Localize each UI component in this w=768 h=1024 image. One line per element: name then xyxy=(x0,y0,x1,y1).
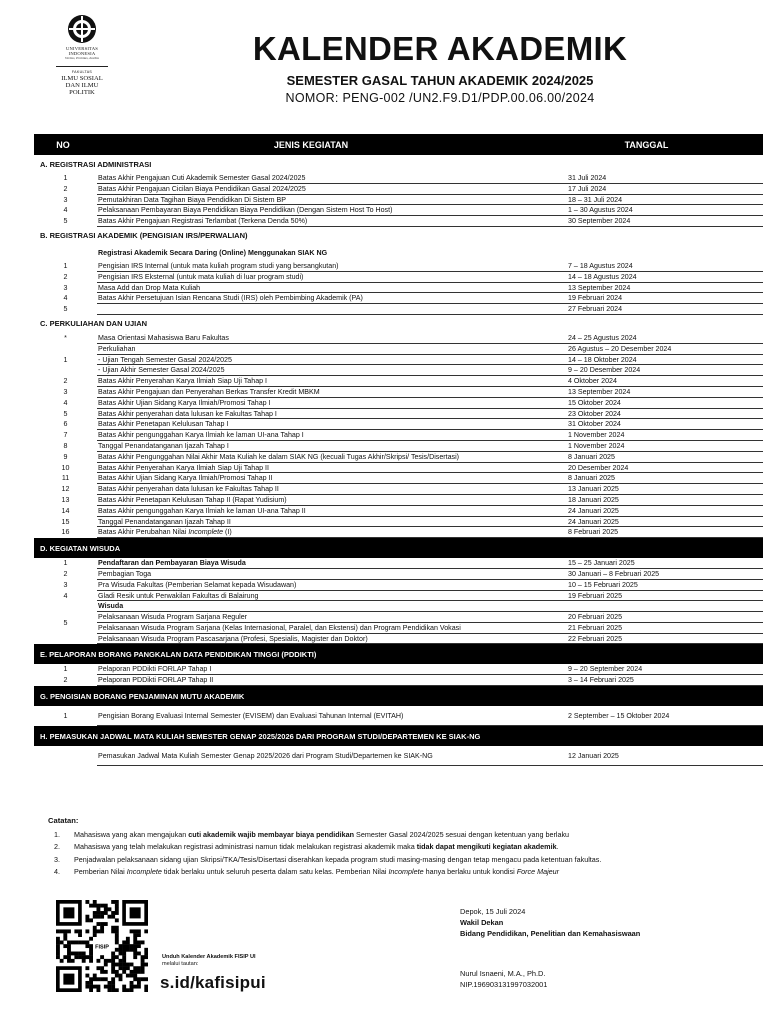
table-row xyxy=(34,409,763,420)
row-activity: - Ujian Akhir Semester Gasal 2024/2025 xyxy=(97,365,568,376)
row-date: 14 – 18 Agustus 2024 xyxy=(568,272,763,283)
row-no: 2 xyxy=(63,569,68,578)
row-date: 20 Desember 2024 xyxy=(568,463,763,474)
row-activity: Batas Akhir Persetujuan Isian Rencana Studi (IRS) oleh Pembimbing Akademik (PA) xyxy=(97,293,568,304)
table-row xyxy=(97,344,763,355)
row-date: 26 Agustus – 20 Desember 2024 xyxy=(568,344,763,355)
section-c-rows xyxy=(34,376,763,527)
qr-center-label: FISIP xyxy=(95,944,109,951)
row-activity: Pendaftaran dan Pembayaran Biaya Wisuda xyxy=(97,558,568,569)
row-no: 1 xyxy=(63,665,68,674)
table-row xyxy=(34,261,763,272)
row-no: 8 xyxy=(63,441,68,450)
row-date: 1 – 30 Agustus 2024 xyxy=(568,205,763,216)
row-activity: Pengisian IRS Internal (untuk mata kuliah program studi yang bersangkutan) xyxy=(97,261,568,272)
table-row xyxy=(34,195,763,206)
note-item: 3. Penjadwalan pelaksanaan sidang ujian Skripsi/TKA/Tesis/Disertasi diserahkan kepada program studi masing-masing dengan tetap mengacu pada ketentuan fakultas. xyxy=(54,854,602,864)
row-activity: Pelaporan PDDikti FORLAP Tahap II xyxy=(97,675,568,686)
row-activity: Pelaksanaan Wisuda Program Sarjana Reguler xyxy=(97,612,568,623)
row-date: 8 Januari 2025 xyxy=(568,452,763,463)
row-no: 4 xyxy=(63,206,68,215)
sign-title-1: Wakil Dekan xyxy=(460,918,504,927)
row-no: * xyxy=(64,333,67,342)
row-date: 7 – 18 Agustus 2024 xyxy=(568,261,763,272)
row-no: 2 xyxy=(63,377,68,386)
row-date: 18 Januari 2025 xyxy=(568,495,763,506)
table-row xyxy=(97,601,763,612)
download-link[interactable]: s.id/kafisipui xyxy=(160,973,266,992)
row-no xyxy=(34,746,97,766)
row-no: 10 xyxy=(61,463,70,472)
signature-block xyxy=(460,906,640,939)
table-row xyxy=(34,293,763,304)
row-date: 2 September – 15 Oktober 2024 xyxy=(568,706,763,726)
row-activity xyxy=(97,304,568,315)
row-date: 13 September 2024 xyxy=(568,283,763,294)
row-activity: Batas Akhir pengunggahan Karya Ilmiah ke laman UI-ana Tahap I xyxy=(97,430,568,441)
table-row xyxy=(34,387,763,398)
row-date: 15 – 25 Januari 2025 xyxy=(568,558,763,569)
table-row xyxy=(34,304,763,315)
row-no: 1 xyxy=(63,712,68,721)
table-row xyxy=(34,517,763,528)
row-date: 24 – 25 Agustus 2024 xyxy=(568,333,763,344)
document-number: NOMOR: PENG-002 /UN2.F9.D1/PDP.00.06.00/2024 xyxy=(285,91,595,105)
table-row xyxy=(97,365,763,376)
row-activity: Batas Akhir Penyerahan Karya Ilmiah Siap Uji Tahap I xyxy=(97,376,568,387)
section-b-rows xyxy=(34,261,763,315)
row-date: 1 November 2024 xyxy=(568,441,763,452)
row-date: 12 Januari 2025 xyxy=(568,746,763,766)
row-date: 22 Februari 2025 xyxy=(568,634,763,645)
row-date: 20 Februari 2025 xyxy=(568,612,763,623)
sign-name: Nurul Isnaeni, M.A., Ph.D. xyxy=(460,969,546,978)
row-date: 10 – 15 Februari 2025 xyxy=(568,580,763,591)
row-date: 1 November 2024 xyxy=(568,430,763,441)
table-row xyxy=(97,623,763,634)
row-date: 30 September 2024 xyxy=(568,216,763,227)
row-activity: Perkuliahan xyxy=(97,344,568,355)
row-no: 15 xyxy=(61,517,70,526)
table-row xyxy=(34,591,763,602)
row-date: 30 Januari – 8 Februari 2025 xyxy=(568,569,763,580)
row-activity: Pemutakhiran Data Tagihan Biaya Pendidikan Di Sistem BP xyxy=(97,195,568,206)
row-no: 3 xyxy=(63,580,68,589)
row-activity: Tanggal Penandatanganan Ijazah Tahap I xyxy=(97,441,568,452)
signatory xyxy=(460,968,547,990)
row-date: 18 – 31 Juli 2024 xyxy=(568,195,763,206)
row-activity: Batas Akhir Pengajuan Registrasi Terlambat (Terkena Denda 50%) xyxy=(97,216,568,227)
logo-university-name: UNIVERSITAS INDONESIA xyxy=(66,46,98,56)
row-activity: Batas Akhir penyerahan data lulusan ke Fakultas Tahap II xyxy=(97,484,568,495)
row-no: 2 xyxy=(63,184,68,193)
row-date: 24 Januari 2025 xyxy=(568,517,763,528)
qr-caption-sub: melalui tautan: xyxy=(162,961,199,967)
table-row xyxy=(34,706,763,726)
table-row xyxy=(34,495,763,506)
qr-code[interactable] xyxy=(56,900,148,992)
table-row xyxy=(34,664,763,675)
row-date: 3 – 14 Februari 2025 xyxy=(568,675,763,686)
logo-faculty-name-1: ILMU SOSIAL xyxy=(61,75,103,82)
row-date: 9 – 20 Desember 2024 xyxy=(568,365,763,376)
row-no: 3 xyxy=(63,283,68,292)
row-activity: Pelaksanaan Wisuda Program Pascasarjana (Profesi, Spesialis, Magister dan Doktor) xyxy=(97,634,568,645)
section-d-rows xyxy=(34,558,763,601)
row-activity: Batas Akhir Ujian Sidang Karya Ilmiah/Promosi Tahap II xyxy=(97,473,568,484)
row-no: 4 xyxy=(63,591,68,600)
section-d-title: D. KEGIATAN WISUDA xyxy=(34,538,763,558)
page-title: KALENDER AKADEMIK xyxy=(252,30,628,67)
section-b-subhead xyxy=(34,245,763,261)
row-date: 15 Oktober 2024 xyxy=(568,398,763,409)
qr-code-icon xyxy=(56,900,148,992)
row-no: 11 xyxy=(61,474,70,483)
section-g-title: G. PENGISIAN BORANG PENJAMINAN MUTU AKADEMIK xyxy=(34,686,763,706)
row-activity: Batas Akhir Pengajuan Cicilan Biaya Pendidikan Gasal 2024/2025 xyxy=(97,184,568,195)
section-h-title: H. PEMASUKAN JADWAL MATA KULIAH SEMESTER GENAP 2025/2026 DARI PROGRAM STUDI/DEPARTEMEN KE SIAK-NG xyxy=(34,726,763,746)
row-date: 19 Februari 2024 xyxy=(568,293,763,304)
sign-title-2: Bidang Pendidikan, Penelitian dan Kemahasiswaan xyxy=(460,929,641,938)
row-activity: Pra Wisuda Fakultas (Pemberian Selamat kepada Wisudawan) xyxy=(97,580,568,591)
note-item: 2. Mahasiswa yang telah melakukan registrasi administrasi namun tidak melakukan registrasi akademik maka tidak dapat mengikuti kegiatan akademik. xyxy=(54,842,559,852)
table-row xyxy=(34,473,763,484)
row-date: 19 Februari 2025 xyxy=(568,591,763,602)
row-no: 16 xyxy=(61,528,70,537)
row-date: 13 Januari 2025 xyxy=(568,484,763,495)
row-activity: Masa Orientasi Mahasiswa Baru Fakultas xyxy=(97,333,568,344)
table-row xyxy=(97,612,763,623)
section-d-group-5 xyxy=(34,601,763,644)
table-row xyxy=(34,205,763,216)
section-c-title: C. PERKULIAHAN DAN UJIAN xyxy=(40,319,148,329)
sign-nip: NIP.196903131997032001 xyxy=(460,980,548,989)
sign-place-date: Depok, 15 Juli 2024 xyxy=(460,907,526,916)
section-a-title: A. REGISTRASI ADMINISTRASI xyxy=(40,159,152,169)
row-no: 5 xyxy=(63,305,68,314)
table-row xyxy=(34,580,763,591)
section-h-rows xyxy=(34,746,763,766)
row-activity: Pelaporan PDDikti FORLAP Tahap I xyxy=(97,664,568,675)
section-b-title: B. REGISTRASI AKADEMIK (PENGISIAN IRS/PERWALIAN) xyxy=(40,231,248,241)
row-date: 17 Juli 2024 xyxy=(568,184,763,195)
row-activity: Wisuda xyxy=(97,601,568,612)
row-activity: Gladi Resik untuk Perwakilan Fakultas di Balairung xyxy=(97,591,568,602)
row-activity: Pengisian IRS Eksternal (untuk mata kuliah di luar program studi) xyxy=(97,272,568,283)
notes-title: Catatan: xyxy=(48,816,79,825)
logo-faculty-name-3: POLITIK xyxy=(69,89,95,96)
row-no: 12 xyxy=(61,485,70,494)
logo-faculty-name-2: DAN ILMU xyxy=(65,82,99,89)
row-date: 13 September 2024 xyxy=(568,387,763,398)
logo-motto: Veritas, Probitas, Iustitia xyxy=(65,56,99,60)
section-a-rows xyxy=(34,173,763,227)
row-date: 9 – 20 September 2024 xyxy=(568,664,763,675)
table-row xyxy=(34,452,763,463)
table-row xyxy=(34,333,763,344)
row-activity: Pengisian Borang Evaluasi Internal Semester (EVISEM) dan Evaluasi Tahunan Internal (EVITAH) xyxy=(97,706,568,726)
table-row xyxy=(97,634,763,645)
table-row xyxy=(34,506,763,517)
section-e-title: E. PELAPORAN BORANG PANGKALAN DATA PENDIDIKAN TINGGI (PDDIKTI) xyxy=(34,644,763,664)
row-no: 7 xyxy=(63,431,68,440)
logo-faculty-label: FAKULTAS xyxy=(71,70,93,74)
section-b-subhead-text: Registrasi Akademik Secara Daring (Online) Menggunakan SIAK NG xyxy=(98,248,328,257)
page-subtitle: SEMESTER GASAL TAHUN AKADEMIK 2024/2025 xyxy=(286,73,594,88)
faculty-logo xyxy=(56,14,108,96)
table-row xyxy=(34,398,763,409)
row-activity: Batas Akhir Penyerahan Karya Ilmiah Siap Uji Tahap II xyxy=(97,463,568,474)
note-item: 4. Pemberian Nilai Incomplete tidak berlaku untuk seluruh peserta dalam satu kelas. Pemberian Nilai Incomplete hanya berlaku untuk kondisi Force Majeur xyxy=(54,867,560,877)
table-row xyxy=(34,463,763,474)
row-date: 27 Februari 2024 xyxy=(568,304,763,315)
row-activity: Pembagian Toga xyxy=(97,569,568,580)
row-no: 2 xyxy=(63,272,68,281)
row-date: 31 Juli 2024 xyxy=(568,173,763,184)
row-no: 5 xyxy=(63,409,68,418)
row-date: 4 Oktober 2024 xyxy=(568,376,763,387)
col-header-tanggal: TANGGAL xyxy=(624,139,669,150)
row-date: 14 – 18 Oktober 2024 xyxy=(568,355,763,366)
row-activity: Pelaksanaan Wisuda Program Sarjana (Kelas Internasional, Paralel, dan Ekstensi) dan Program Pendidikan Vokasi xyxy=(97,623,568,634)
row-activity: Batas Akhir Pengajuan Cuti Akademik Semester Gasal 2024/2025 xyxy=(97,173,568,184)
logo-divider xyxy=(56,66,108,67)
table-row xyxy=(34,527,763,538)
row-activity: Batas Akhir Ujian Sidang Karya Ilmiah/Promosi Tahap I xyxy=(97,398,568,409)
table-row xyxy=(34,569,763,580)
calendar-table xyxy=(34,134,763,766)
row-no: 1 xyxy=(63,174,68,182)
row-no: 3 xyxy=(63,387,68,396)
table-row xyxy=(34,216,763,227)
row-no: 2 xyxy=(63,676,68,685)
table-row xyxy=(34,675,763,686)
row-activity: Batas Akhir pengunggahan Karya Ilmiah ke laman UI-ana Tahap II xyxy=(97,506,568,517)
qr-caption-title: Unduh Kalender Akademik FISIP UI xyxy=(162,954,256,960)
row-activity: Pelaksanaan Pembayaran Biaya Pendidikan Biaya Pendidikan (Dengan Sistem Host To Host) xyxy=(97,205,568,216)
row-activity: Pemasukan Jadwal Mata Kuliah Semester Genap 2025/2026 dari Program Studi/Departemen ke SIAK-NG xyxy=(97,746,568,766)
table-header xyxy=(34,134,763,155)
table-row xyxy=(34,184,763,195)
row-no: 5 xyxy=(63,618,68,627)
row-activity: Tanggal Penandatanganan Ijazah Tahap II xyxy=(97,517,568,528)
row-no: 5 xyxy=(63,217,68,226)
row-no: 14 xyxy=(61,506,70,515)
row-no: 1 xyxy=(63,355,68,364)
row-activity: Batas Akhir Pengunggahan Nilai Akhir Mata Kuliah ke dalam SIAK NG (kecuali Tugas Akhir/Skripsi/ Tesis/Disertasi) xyxy=(97,452,568,463)
col-header-jenis: JENIS KEGIATAN xyxy=(273,139,349,150)
table-row xyxy=(34,484,763,495)
table-row xyxy=(34,419,763,430)
table-row xyxy=(34,430,763,441)
row-activity: Masa Add dan Drop Mata Kuliah xyxy=(97,283,568,294)
qr-caption xyxy=(162,954,256,968)
col-header-no: NO xyxy=(56,139,70,150)
section-c-group-1 xyxy=(34,344,763,376)
row-activity: - Ujian Tengah Semester Gasal 2024/2025 xyxy=(97,355,568,366)
row-date: 24 Januari 2025 xyxy=(568,506,763,517)
row-date: 8 Januari 2025 xyxy=(568,473,763,484)
row-date: 31 Oktober 2024 xyxy=(568,419,763,430)
section-e-rows xyxy=(34,664,763,686)
table-row xyxy=(34,376,763,387)
row-no: 4 xyxy=(63,398,68,407)
row-no: 1 xyxy=(63,559,68,568)
table-row xyxy=(97,355,763,366)
row-no: 6 xyxy=(63,420,68,429)
table-row xyxy=(34,283,763,294)
row-date: 23 Oktober 2024 xyxy=(568,409,763,420)
row-no: 4 xyxy=(63,294,68,303)
row-date: 8 Februari 2025 xyxy=(568,527,763,538)
notes xyxy=(48,815,748,879)
makara-logo-icon xyxy=(67,14,97,44)
row-activity: Batas Akhir Perubahan Nilai Incomplete (I) xyxy=(97,527,568,538)
row-activity: Batas Akhir Pengajuan dan Penyerahan Berkas Transfer Kredit MBKM xyxy=(97,387,568,398)
row-no: 3 xyxy=(63,195,68,204)
row-no: 13 xyxy=(61,495,70,504)
section-g-rows xyxy=(34,706,763,726)
row-activity: Batas Akhir Penetapan Kelulusan Tahap II (Rapat Yudisium) xyxy=(97,495,568,506)
row-activity: Batas Akhir penyerahan data lulusan ke Fakultas Tahap I xyxy=(97,409,568,420)
table-row xyxy=(34,746,763,766)
row-no: 9 xyxy=(63,452,68,461)
note-item: 1. Mahasiswa yang akan mengajukan cuti akademik wajib membayar biaya pendidikan Semester Gasal 2024/2025 sesuai dengan ketentuan yang berlaku xyxy=(54,829,570,839)
table-row xyxy=(34,558,763,569)
table-row xyxy=(34,173,763,184)
row-activity: Batas Akhir Penetapan Kelulusan Tahap I xyxy=(97,419,568,430)
row-no: 1 xyxy=(63,261,68,270)
table-row xyxy=(34,441,763,452)
row-date: 21 Februari 2025 xyxy=(568,623,763,634)
table-row xyxy=(34,272,763,283)
